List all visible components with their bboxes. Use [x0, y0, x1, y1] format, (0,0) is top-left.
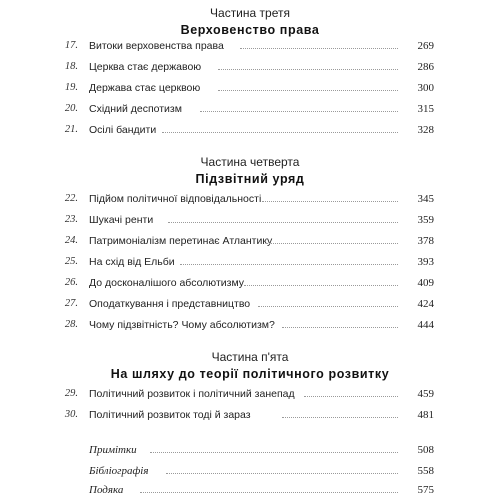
toc-entry[interactable] — [0, 61, 500, 77]
back-matter-title: Подяка — [89, 484, 124, 496]
dot-leader — [282, 326, 398, 328]
dot-leader — [258, 305, 398, 307]
chapter-number: 17. — [64, 40, 78, 51]
chapter-title: Оподаткування і представництво — [89, 298, 251, 310]
toc-entry-bibliography[interactable] — [0, 465, 500, 481]
chapter-number: 27. — [64, 298, 78, 309]
page-number: 444 — [417, 319, 434, 331]
page-number: 300 — [417, 82, 434, 94]
chapter-number: 29. — [64, 388, 78, 399]
chapter-number: 22. — [64, 193, 78, 204]
toc-entry-notes[interactable] — [0, 444, 500, 460]
page-number: 269 — [417, 40, 434, 52]
chapter-number: 23. — [64, 214, 78, 225]
dot-leader — [266, 242, 398, 244]
chapter-number: 19. — [64, 82, 78, 93]
toc-entry-acknowledgements[interactable] — [0, 484, 500, 500]
page-number: 328 — [417, 124, 434, 136]
part-4-title: Підзвітний уряд — [195, 172, 305, 186]
dot-leader — [244, 284, 398, 286]
page-number: 575 — [417, 484, 434, 496]
toc-entry[interactable] — [0, 256, 500, 272]
part-4-label: Частина четверта — [200, 155, 300, 169]
page-number: 378 — [417, 235, 434, 247]
page-number: 409 — [417, 277, 434, 289]
part-3-label: Частина третя — [210, 6, 290, 20]
chapter-number: 24. — [64, 235, 78, 246]
chapter-title: Політичний розвиток тоді й зараз — [89, 409, 251, 421]
dot-leader — [218, 89, 398, 91]
chapter-number: 20. — [64, 103, 78, 114]
chapter-title: Чому підзвітність? Чому абсолютизм? — [89, 319, 275, 331]
dot-leader — [168, 221, 398, 223]
toc-entry[interactable] — [0, 124, 500, 140]
page-number: 558 — [417, 465, 434, 477]
chapter-number: 18. — [64, 61, 78, 72]
dot-leader — [162, 131, 398, 133]
chapter-number: 26. — [64, 277, 78, 288]
back-matter-title: Примітки — [89, 444, 137, 456]
part-5-label: Частина п'ята — [211, 350, 289, 364]
toc-entry[interactable] — [0, 193, 500, 209]
back-matter-title: Бібліографія — [89, 465, 149, 477]
dot-leader — [180, 263, 398, 265]
page-number: 286 — [417, 61, 434, 73]
dot-leader — [304, 395, 398, 397]
dot-leader — [218, 68, 398, 70]
dot-leader — [140, 491, 398, 493]
toc-entry[interactable] — [0, 235, 500, 251]
chapter-title: Витоки верховенства права — [89, 40, 224, 52]
page-number: 315 — [417, 103, 434, 115]
chapter-number: 25. — [64, 256, 78, 267]
toc-entry[interactable] — [0, 298, 500, 314]
page-number: 345 — [417, 193, 434, 205]
chapter-number: 21. — [64, 124, 78, 135]
chapter-title: До досконалішого абсолютизму — [89, 277, 245, 289]
dot-leader — [200, 110, 398, 112]
chapter-title: На схід від Ельби — [89, 256, 175, 268]
chapter-title: Патримоніалізм перетинає Атлантику — [89, 235, 273, 247]
toc-entry[interactable] — [0, 277, 500, 293]
page-number: 508 — [417, 444, 434, 456]
page-number: 481 — [417, 409, 434, 421]
chapter-title: Шукачі ренти — [89, 214, 154, 226]
toc-entry[interactable] — [0, 103, 500, 119]
page-number: 459 — [417, 388, 434, 400]
dot-leader — [150, 451, 398, 453]
dot-leader — [166, 472, 398, 474]
toc-entry[interactable] — [0, 40, 500, 56]
part-5-title: На шляху до теорії політичного розвитку — [110, 367, 390, 381]
page-number: 359 — [417, 214, 434, 226]
toc-entry[interactable] — [0, 319, 500, 335]
chapter-number: 28. — [64, 319, 78, 330]
dot-leader — [282, 416, 398, 418]
toc-entry[interactable] — [0, 82, 500, 98]
part-3-title: Верховенство права — [180, 23, 320, 37]
chapter-title: Церква стає державою — [89, 61, 202, 73]
toc-entry[interactable] — [0, 214, 500, 230]
chapter-title: Східний деспотизм — [89, 103, 182, 115]
chapter-number: 30. — [64, 409, 78, 420]
chapter-title: Осілі бандити — [89, 124, 157, 136]
page-number: 424 — [417, 298, 434, 310]
chapter-title: Підйом політичної відповідальності — [89, 193, 262, 205]
toc-entry[interactable] — [0, 388, 500, 404]
toc-entry[interactable] — [0, 409, 500, 425]
page-number: 393 — [417, 256, 434, 268]
dot-leader — [262, 200, 398, 202]
chapter-title: Політичний розвиток і політичний занепад — [89, 388, 295, 400]
chapter-title: Держава стає церквою — [89, 82, 201, 94]
dot-leader — [240, 47, 398, 49]
